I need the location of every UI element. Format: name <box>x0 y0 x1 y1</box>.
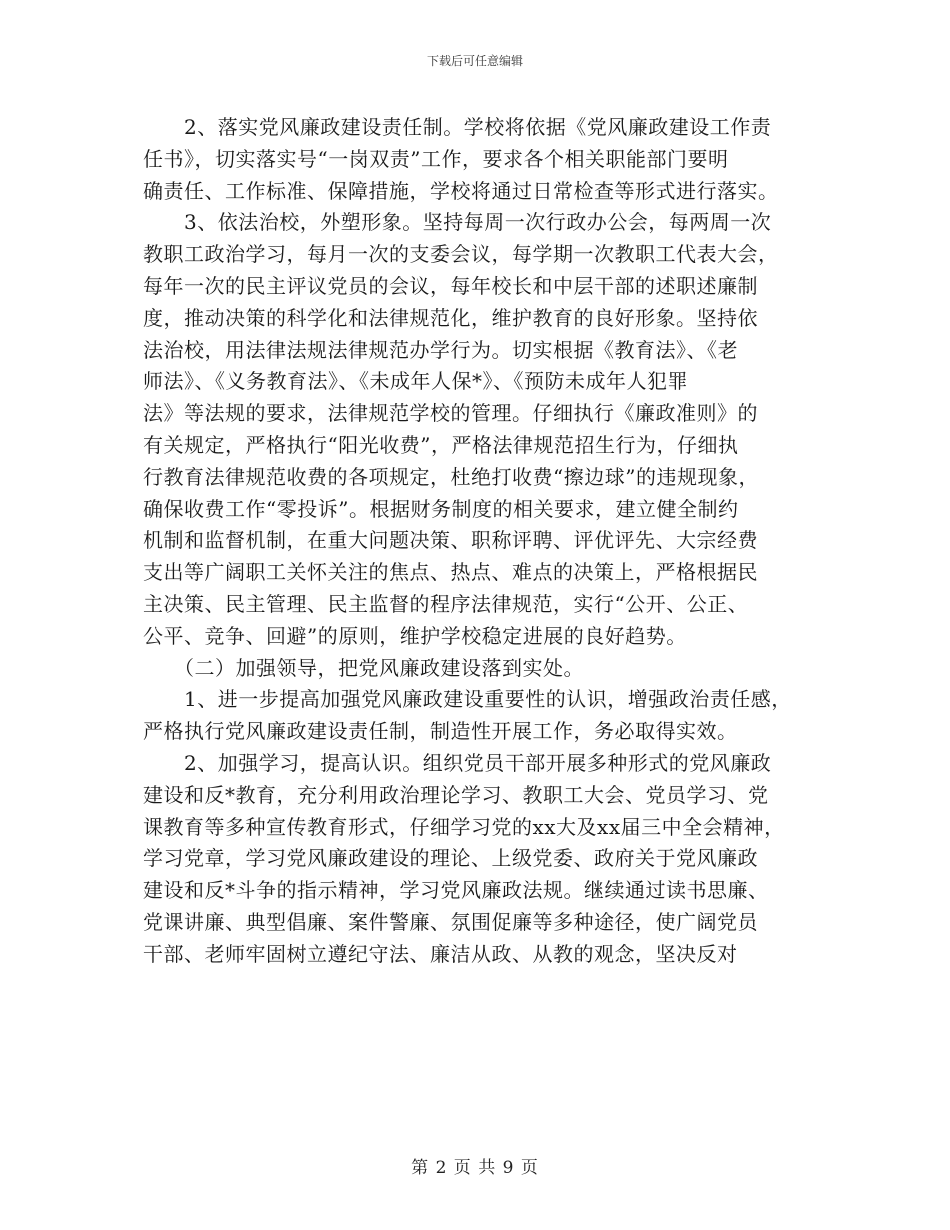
text-line: 任书》，切实落实号“一岗双责”工作，要求各个相关职能部门要明 <box>143 146 729 171</box>
text-line: 度，推动决策的科学化和法律规范化，维护教育的良好形象。坚持依 <box>143 305 758 330</box>
section-heading: （二）加强领导，把党风廉政建设落到实处。 <box>143 655 584 680</box>
text-line: 支出等广阔职工关怀关注的焦点、热点、难点的决策上，严格根据民 <box>143 560 758 585</box>
text-line: 教职工政治学习，每月一次的支委会议，每学期一次教职工代表大会， <box>143 242 779 267</box>
text-line: 课教育等多种宣传教育形式，仔细学习党的xx大及xx届三中全会精神， <box>143 814 785 839</box>
text-line: 严格执行党风廉政建设责任制，制造性开展工作，务必取得实效。 <box>143 719 738 744</box>
text-line: 师法》、《义务教育法》、《未成年人保*》、《预防未成年人犯罪 <box>143 369 688 394</box>
page-header: 下载后可任意编辑 <box>426 54 523 68</box>
page-footer: 第 2 页 共 9 页 <box>411 1158 539 1178</box>
text-line: 1、进一步提高加强党风廉政建设重要性的认识，增强政治责任感， <box>143 687 792 712</box>
text-line: 法治校，用法律法规法律规范办学行为。切实根据《教育法》、《老 <box>143 337 738 362</box>
text-line: 3、依法治校，外塑形象。坚持每周一次行政办公会，每两周一次 <box>143 210 772 235</box>
document-body <box>143 112 833 971</box>
text-line: 确责任、工作标准、保障措施，学校将通过日常检查等形式进行落实。 <box>143 178 779 203</box>
text-line: 行教育法律规范收费的各项规定，杜绝打收费“擦边球”的违规现象， <box>143 464 759 489</box>
text-line: 党课讲廉、典型倡廉、案件警廉、氛围促廉等多种途径，使广阔党员 <box>143 909 758 934</box>
text-line: 干部、老师牢固树立遵纪守法、廉洁从政、从教的观念，坚决反对 <box>143 941 738 966</box>
text-line: 公平、竞争、回避”的原则，维护学校稳定进展的良好趋势。 <box>143 623 687 648</box>
text-line: 机制和监督机制，在重大问题决策、职称评聘、评优评先、大宗经费 <box>143 528 758 553</box>
text-line: 确保收费工作“零投诉”。根据财务制度的相关要求，建立健全制约 <box>143 496 739 521</box>
text-line: 学习党章，学习党风廉政建设的理论、上级党委、政府关于党风廉政 <box>143 846 758 871</box>
text-line: 有关规定，严格执行“阳光收费”，严格法律规范招生行为，仔细执 <box>143 432 739 457</box>
text-line: 法》等法规的要求，法律规范学校的管理。仔细执行《廉政准则》的 <box>143 401 758 426</box>
text-line: 2、加强学习，提高认识。组织党员干部开展多种形式的党风廉政 <box>143 750 772 775</box>
text-line: 2、落实党风廉政建设责任制。学校将依据《党风廉政建设工作责 <box>143 115 772 139</box>
text-line: 每年一次的民主评议党员的会议，每年校长和中层干部的述职述廉制 <box>143 273 758 298</box>
text-line: 主决策、民主管理、民主监督的程序法律规范，实行“公开、公正、 <box>143 591 749 616</box>
text-line: 建设和反*斗争的指示精神，学习党风廉政法规。继续通过读书思廉、 <box>143 878 769 903</box>
text-line: 建设和反*教育，充分利用政治理论学习、教职工大会、党员学习、党 <box>143 782 769 807</box>
